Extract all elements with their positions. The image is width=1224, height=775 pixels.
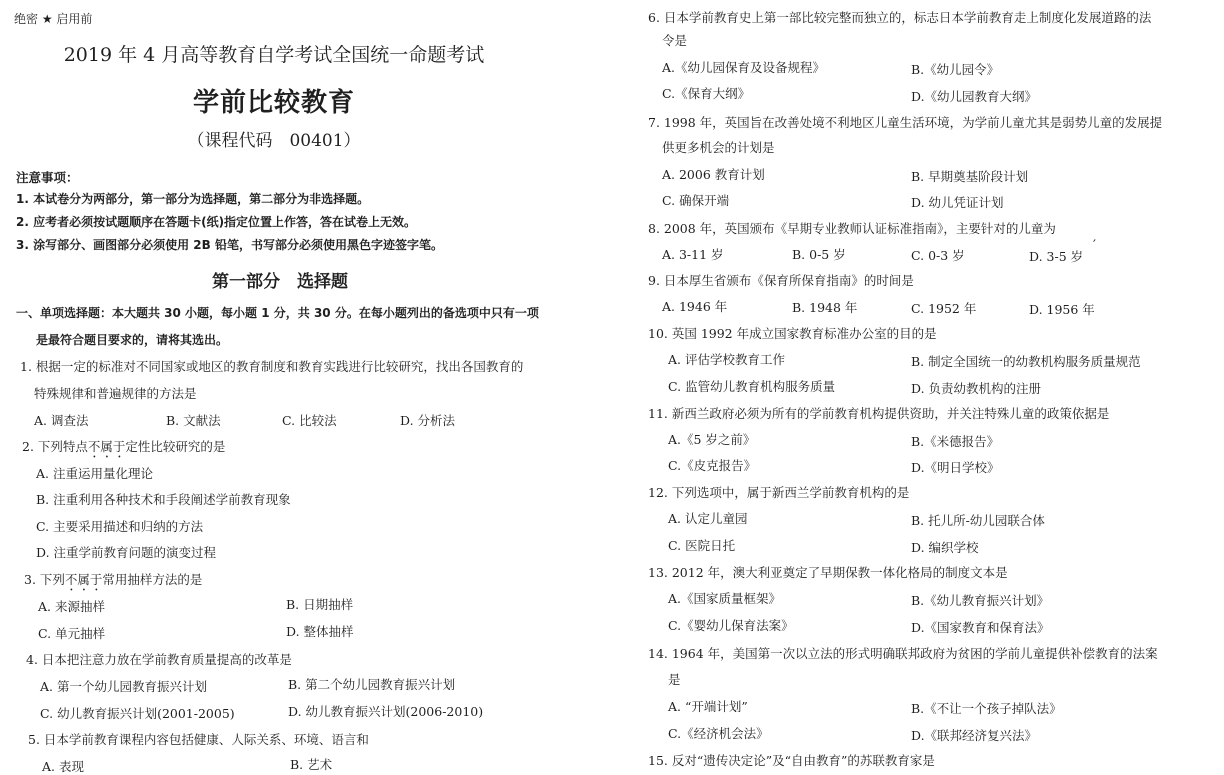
question-11-stem: 11. 新西兰政府必须为所有的学前教育机构提供资助，并关注特殊儿童的政策依据是 [648, 406, 1110, 421]
question-11-option-a: A.《5 岁之前》 [668, 432, 756, 447]
question-3-option-d: D. 整体抽样 [286, 624, 354, 639]
question-14-stem: 是 [668, 672, 681, 687]
notice-item: 1. 本试卷分为两部分，第一部分为选择题，第二部分为非选择题。 [16, 192, 370, 206]
question-14-option-d: D.《联邦经济复兴法》 [911, 728, 1038, 743]
question-6-option-d: D.《幼儿园教育大纲》 [911, 89, 1038, 104]
exam-title: 2019 年 4 月高等教育自学考试全国统一命题考试 [63, 44, 485, 66]
notice-item: 3. 涂写部分、画图部分必须使用 2B 铅笔，书写部分必须使用黑色字迹签字笔。 [16, 238, 443, 252]
question-1-stem: 1. 根据一定的标准对不同国家或地区的教育制度和教育实践进行比较研究，找出各国教育的 [20, 359, 524, 374]
question-9-option-c: C. 1952 年 [911, 301, 977, 316]
question-10-option-a: A. 评估学校教育工作 [668, 352, 785, 367]
question-6-option-b: B.《幼儿园令》 [911, 62, 1000, 77]
question-5-option-b: B. 艺术 [290, 757, 333, 772]
question-13-stem: 13. 2012 年，澳大利亚奠定了早期保教一体化格局的制度文本是 [648, 565, 1008, 580]
question-2-option-b: B. 注重利用各种技术和手段阐述学前教育现象 [36, 492, 291, 507]
question-14-option-c: C.《经济机会法》 [668, 726, 769, 741]
question-13-option-b: B.《幼儿教育振兴计划》 [911, 593, 1050, 608]
question-6-option-c: C.《保育大纲》 [662, 86, 751, 101]
question-13-option-a: A.《国家质量框架》 [668, 591, 782, 606]
question-7-option-a: A. 2006 教育计划 [662, 167, 765, 182]
question-1-option-d: D. 分析法 [400, 413, 456, 428]
question-10-stem: 10. 英国 1992 年成立国家教育标准办公室的目的是 [648, 326, 937, 341]
question-14-option-a: A. “开端计划” [668, 699, 748, 714]
question-10-option-b: B. 制定全国统一的幼教机构服务质量规范 [911, 354, 1141, 369]
question-7-option-b: B. 早期奠基阶段计划 [911, 169, 1029, 184]
question-13-option-d: D.《国家教育和保育法》 [911, 620, 1050, 635]
question-8-stem: 8. 2008 年，英国颁布《早期专业教师认证标准指南》，主要针对的儿童为 [648, 221, 1056, 236]
question-11-option-b: B.《米德报告》 [911, 434, 1000, 449]
question-10-option-c: C. 监管幼儿教育机构服务质量 [668, 379, 836, 394]
question-2-stem: 2. 下列特点不属于定性比较研究的是 [22, 439, 226, 454]
question-8-option-a: A. 3-11 岁 [662, 247, 724, 262]
question-8-option-c: C. 0-3 岁 [911, 248, 965, 263]
question-4-option-b: B. 第二个幼儿园教育振兴计划 [288, 677, 456, 692]
question-11-option-c: C.《皮克报告》 [668, 458, 757, 473]
question-7-stem: 供更多机会的计划是 [662, 140, 775, 155]
subject-title: 学前比较教育 [192, 88, 355, 118]
question-3-option-b: B. 日期抽样 [286, 597, 354, 612]
question-12-stem: 12. 下列选项中，属于新西兰学前教育机构的是 [648, 485, 910, 500]
question-12-option-a: A. 认定儿童园 [668, 511, 748, 526]
question-11-option-d: D.《明日学校》 [911, 460, 1000, 475]
question-9-option-b: B. 1948 年 [792, 300, 858, 315]
question-6-stem: 6. 日本学前教育史上第一部比较完整而独立的，标志日本学前教育走上制度化发展道路的法 [648, 10, 1152, 25]
question-2-option-a: A. 注重运用量化理论 [36, 466, 153, 481]
course-code: （课程代码 00401） [187, 131, 361, 151]
question-1-option-b: B. 文献法 [166, 413, 221, 428]
question-14-option-b: B.《不让一个孩子掉队法》 [911, 701, 1062, 716]
question-6-option-a: A.《幼儿园保育及设备规程》 [662, 60, 826, 75]
question-7-stem: 7. 1998 年，英国旨在改善处境不利地区儿童生活环境，为学前儿童尤其是弱势儿童的发展提 [648, 115, 1163, 130]
question-13-option-c: C.《婴幼儿保育法案》 [668, 618, 794, 633]
question-9-stem: 9. 日本厚生省颁布《保育所保育指南》的时间是 [648, 273, 914, 288]
notice-heading: 注意事项： [16, 170, 79, 185]
confidential-label: 绝密 ★ 启用前 [14, 12, 93, 26]
question-8-option-d: D. 3-5 岁 [1029, 249, 1084, 264]
section-instruction: 是最符合题目要求的，请将其选出。 [36, 333, 229, 347]
notice-item: 2. 应考者必须按试题顺序在答题卡(纸)指定位置上作答，答在试卷上无效。 [16, 215, 417, 229]
question-12-option-d: D. 编织学校 [911, 540, 979, 555]
question-7-option-d: D. 幼儿凭证计划 [911, 195, 1004, 210]
question-3-option-c: C. 单元抽样 [38, 626, 106, 641]
question-8-option-b: B. 0-5 岁 [792, 247, 846, 262]
section-instruction: 一、单项选择题：本大题共 30 小题，每小题 1 分，共 30 分。在每小题列出的备选项中只有一项 [16, 306, 539, 320]
question-3-option-a: A. 来源抽样 [38, 599, 105, 614]
question-14-stem: 14. 1964 年，美国第一次以立法的形式明确联邦政府为贫困的学前儿童提供补偿教育的法案 [648, 646, 1158, 661]
question-1-option-c: C. 比较法 [282, 413, 337, 428]
question-1-option-a: A. 调查法 [34, 413, 89, 428]
question-1-stem: 特殊规律和普遍规律的方法是 [34, 386, 197, 401]
question-2-option-c: C. 主要采用描述和归纳的方法 [36, 519, 204, 534]
question-12-option-c: C. 医院日托 [668, 538, 736, 553]
question-15-stem: 15. 反对“遗传决定论”及“自由教育”的苏联教育家是 [648, 753, 935, 768]
question-3-stem: 3. 下列不属于常用抽样方法的是 [24, 572, 203, 587]
question-5-stem: 5. 日本学前教育课程内容包括健康、人际关系、环境、语言和 [28, 732, 369, 747]
question-6-stem: 令是 [662, 33, 688, 48]
question-5-option-a: A. 表现 [42, 759, 84, 774]
question-4-option-a: A. 第一个幼儿园教育振兴计划 [40, 679, 207, 694]
part-one-heading: 第一部分 选择题 [212, 272, 348, 292]
question-12-option-b: B. 托儿所-幼儿园联合体 [911, 513, 1045, 528]
stray-mark: ′ [1093, 238, 1096, 253]
question-4-option-d: D. 幼儿教育振兴计划(2006-2010) [288, 704, 484, 719]
question-7-option-c: C. 确保开端 [662, 193, 730, 208]
question-4-stem: 4. 日本把注意力放在学前教育质量提高的改革是 [26, 652, 292, 667]
question-9-option-d: D. 1956 年 [1029, 302, 1095, 317]
question-2-option-d: D. 注重学前教育问题的演变过程 [36, 545, 217, 560]
question-4-option-c: C. 幼儿教育振兴计划(2001-2005) [40, 706, 235, 721]
question-10-option-d: D. 负责幼教机构的注册 [911, 381, 1042, 396]
question-9-option-a: A. 1946 年 [662, 299, 728, 314]
